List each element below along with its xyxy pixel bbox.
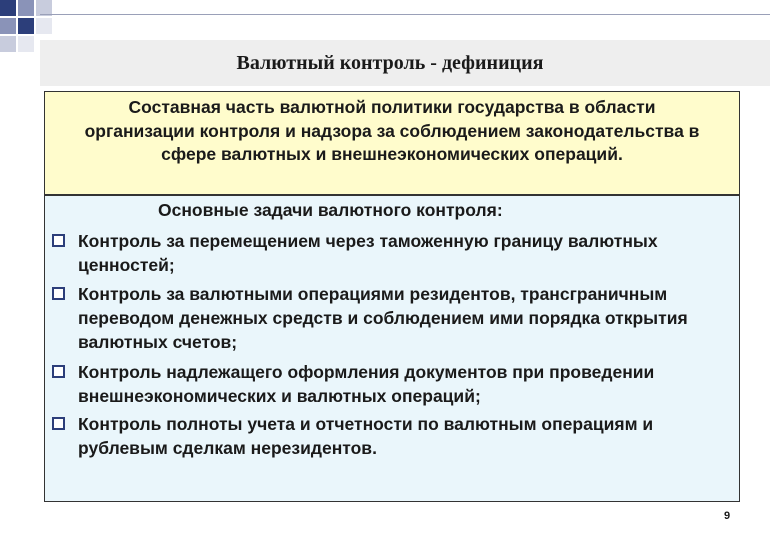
- decor-square-light3: [36, 18, 52, 34]
- decor-square-dark2: [18, 18, 34, 34]
- bullet-square-icon: [52, 365, 65, 378]
- slide-title: Валютный контроль - дефиниция: [236, 51, 544, 74]
- task-item: Контроль полноты учета и отчетности по валютным операциям и рублевым сделкам нерезидентов.: [78, 414, 654, 458]
- bullet-square-icon: [52, 417, 65, 430]
- slide-title-bar: [40, 38, 740, 88]
- tasks-heading: Основные задачи валютного контроля:: [158, 200, 503, 220]
- page-number: 9: [724, 510, 731, 522]
- task-item: Контроль за перемещением через таможенную границу валютных ценностей;: [78, 231, 658, 275]
- decor-square-light2: [0, 36, 16, 52]
- bullet-square-icon: [52, 234, 65, 247]
- decor-square-dark: [0, 0, 16, 16]
- decor-square-mid2: [0, 18, 16, 34]
- bullet-square-icon: [52, 287, 65, 300]
- decor-square-mid: [18, 0, 34, 16]
- task-item: Контроль надлежащего оформления документов при проведении внешнеэкономических и валютных операций;: [78, 362, 655, 406]
- task-item: Контроль за валютными операциями резидентов, трансграничным переводом денежных средств и соблюдением ими порядка открытия валютных счетов;: [78, 284, 688, 352]
- definition-text: Составная часть валютной политики государства в области организации контроля и надзора за соблюдением законодательства в сфере валютных и внешнеэкономических операций.: [84, 97, 700, 164]
- header-rule: [40, 14, 770, 15]
- decor-square-light4: [18, 36, 34, 52]
- definition-box: [44, 91, 740, 195]
